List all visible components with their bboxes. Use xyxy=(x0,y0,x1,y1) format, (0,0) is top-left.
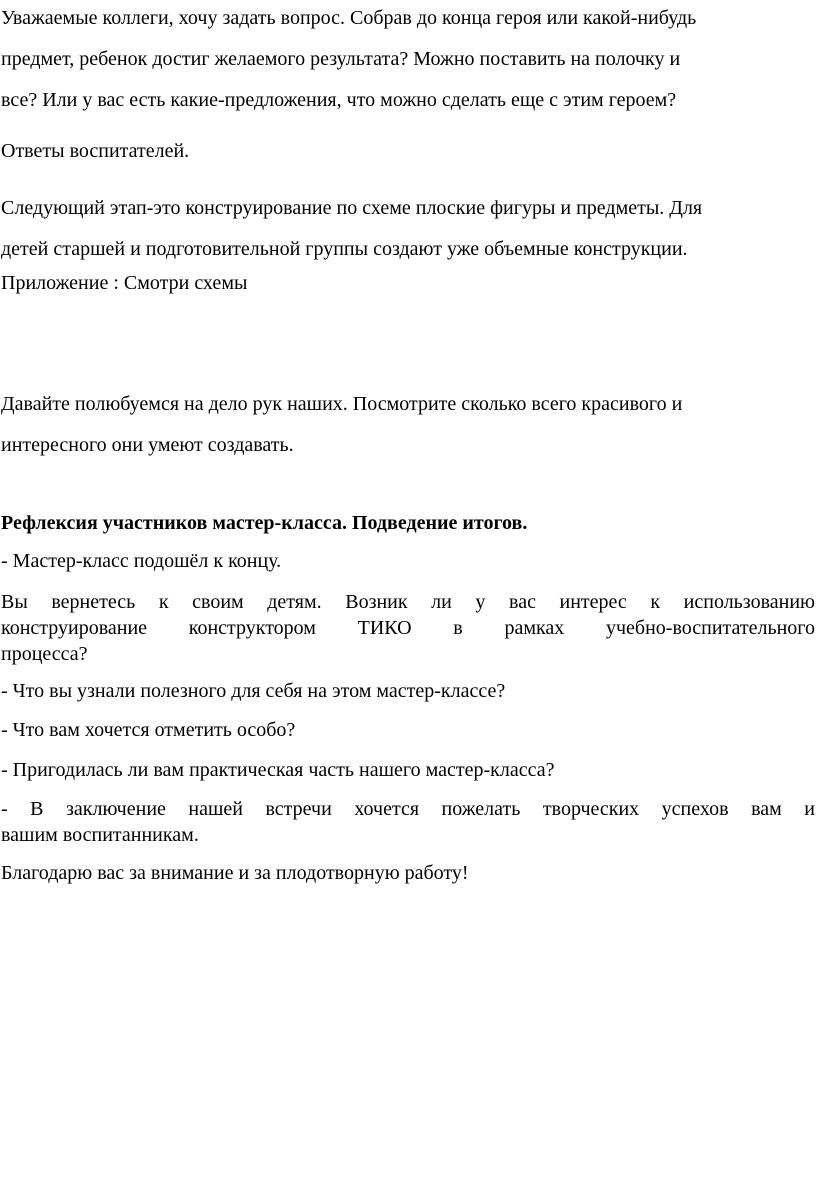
text-line: предмет, ребенок достиг желаемого результата? Можно поставить на полочку и xyxy=(1,48,681,70)
text-line: - Что вам хочется отметить особо? xyxy=(1,719,296,741)
text-line: Приложение : Смотри схемы xyxy=(1,272,248,294)
text-line: - Что вы узнали полезного для себя на этом мастер-классе? xyxy=(1,680,506,702)
heading-line: Рефлексия участников мастер-класса. Подведение итогов. xyxy=(1,512,528,534)
text-line: Вы вернетесь к своим детям. Возник ли у вас интерес к использованию xyxy=(1,591,815,613)
paragraph-return-to-children xyxy=(1,589,815,667)
question-practical xyxy=(1,757,815,783)
text-line: Уважаемые коллеги, хочу задать вопрос. Собрав до конца героя или какой-нибудь xyxy=(1,7,697,29)
text-line: - Пригодилась ли вам практическая часть нашего мастер-класса? xyxy=(1,759,555,781)
text-line: Давайте полюбуемся на дело рук наших. Посмотрите сколько всего красивого и xyxy=(1,393,683,415)
paragraph-next-stage xyxy=(1,188,815,296)
paragraph-thanks xyxy=(1,860,815,886)
text-line: - В заключение нашей встречи хочется пожелать творческих успехов вам и xyxy=(1,798,815,820)
text-line: Ответы воспитателей. xyxy=(1,140,190,162)
text-line: Благодарю вас за внимание и за плодотворную работу! xyxy=(1,862,469,884)
text-line: Следующий этап-это конструирование по схеме плоские фигуры и предметы. Для xyxy=(1,197,703,219)
paragraph-question xyxy=(1,0,815,121)
text-line: - Мастер-класс подошёл к концу. xyxy=(1,550,282,572)
reflection-heading xyxy=(1,510,815,536)
text-line: вашим воспитанникам. xyxy=(1,824,199,846)
paragraph-admire-work xyxy=(1,384,815,466)
question-useful xyxy=(1,678,815,704)
paragraph-teacher-answers xyxy=(1,131,815,172)
paragraph-end-of-class xyxy=(1,548,815,574)
paragraph-wishes xyxy=(1,796,815,848)
question-note xyxy=(1,717,815,743)
text-line: интересного они умеют создавать. xyxy=(1,434,294,456)
text-line: конструирование конструктором ТИКО в рамках учебно-воспитательного xyxy=(1,617,815,639)
text-line: процесса? xyxy=(1,643,88,665)
text-line: все? Или у вас есть какие-предложения, что можно сделать еще с этим героем? xyxy=(1,89,677,111)
text-line: детей старшей и подготовительной группы создают уже объемные конструкции. xyxy=(1,238,688,260)
